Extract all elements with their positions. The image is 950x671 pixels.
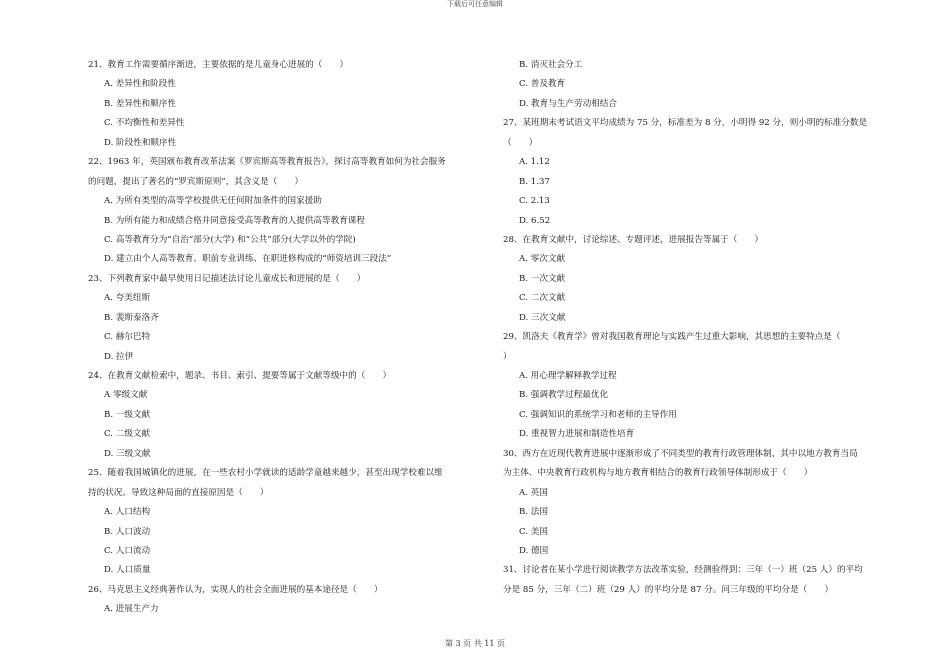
question-text: 26、马克思主义经典著作认为，实现人的社会全面进展的基本途径是（ ）: [88, 584, 383, 595]
left-column: [88, 56, 483, 620]
answer-option: C. 强调知识的系统学习和老师的主导作用: [519, 409, 677, 420]
answer-option: D. 德国: [519, 545, 549, 556]
answer-option: D. 三次文献: [519, 312, 566, 323]
answer-option: C. 二次文献: [519, 293, 566, 304]
answer-option: D. 教育与生产劳动相结合: [519, 98, 617, 109]
answer-option: A. 差异性和阶段性: [104, 79, 176, 90]
question-text: 30、西方在近现代教育进展中逐渐形成了不同类型的教育行政管理体制，其中以地方教育当局: [503, 448, 858, 459]
answer-option: D. 6.52: [519, 215, 551, 226]
answer-option: D. 重视智力进展和制造性培育: [519, 429, 635, 440]
answer-option: B. 1.37: [519, 176, 550, 187]
answer-option: A. 为所有类型的高等学校提供无任何附加条件的国家援助: [104, 196, 322, 207]
answer-option: C. 二级文献: [104, 429, 151, 440]
answer-option: B. 法国: [519, 507, 548, 518]
question-text: 31、讨论者在某小学进行阅读教学方法改革实验，经测验得到：三年（一）班（25 人）的平均: [503, 565, 863, 576]
answer-option: A 零级文献: [104, 390, 148, 401]
answer-option: B. 一次文献: [519, 273, 566, 284]
question-text: 分是 85 分，三年（二）班（29 人）的平均分是 87 分。问三年级的平均分是（ ）: [503, 584, 834, 595]
question-text: 24、在教育文献检索中，题录、书目、索引、提要等属于文献等级中的（ ）: [88, 371, 392, 381]
question-text: ）: [503, 351, 512, 362]
question-text: 持的状况。导致这种局面的直接原因是（ ）: [88, 487, 269, 498]
answer-option: C. 高等教育分为“自治”部分(大学) 和“公共”部分(大学以外的学院): [104, 234, 356, 245]
answer-option: B. 为所有能力和成绩合格并同意接受高等教育的人提供高等教育课程: [104, 215, 365, 226]
question-text: 29、凯洛夫《教育学》曾对我国教育理论与实践产生过重大影响，其思想的主要特点是（: [503, 332, 841, 343]
answer-option: D. 三级文献: [104, 448, 151, 459]
answer-option: D. 拉伊: [104, 351, 134, 362]
page-header: 下载后可任意编辑: [447, 0, 503, 8]
right-column: [503, 56, 903, 600]
question-text: 的问题，提出了著名的“罗宾斯原则”，其含义是（ ）: [88, 176, 304, 187]
answer-option: A. 进展生产力: [104, 604, 159, 615]
answer-option: C. 普及教育: [519, 79, 566, 90]
answer-option: A. 人口结构: [104, 507, 151, 518]
answer-option: A. 夸美纽斯: [104, 293, 151, 304]
answer-option: B. 人口波动: [104, 526, 151, 537]
question-text: 22、1963 年，英国颁布教育改革法案《罗宾斯高等教育报告》，探讨高等教育如何为社会服务: [88, 157, 446, 168]
answer-option: A. 英国: [519, 487, 548, 498]
answer-option: C. 赫尔巴特: [104, 332, 151, 343]
answer-option: B. 一级文献: [104, 409, 151, 420]
answer-option: D. 阶段性和顺序性: [104, 137, 177, 148]
answer-option: B. 消灭社会分工: [519, 60, 583, 70]
question-text: 27、某班期末考试语文平均成绩为 75 分，标准差为 8 分，小明得 92 分，则小明的标准分数是: [503, 118, 868, 129]
answer-option: A. 零次文献: [519, 254, 566, 265]
answer-option: C. 不均衡性和差异性: [104, 118, 185, 129]
page-footer: 第 3 页 共 11 页: [445, 639, 505, 648]
question-text: 21、教育工作需要循序渐进，主要依据的是儿童身心进展的（ ）: [88, 60, 349, 70]
answer-option: B. 强调教学过程最优化: [519, 390, 609, 401]
question-text: 25、随着我国城镇化的进展，在一些农村小学就读的适龄学童越来越少，甚至出现学校难以维: [88, 468, 443, 479]
question-text: 28、在教育文献中，讨论综述、专题评述，进展报告等属于（ ）: [503, 234, 764, 245]
question-text: 为主体、中央教育行政机构与地方教育相结合的教育行政领导体制形成于（ ）: [503, 468, 813, 479]
answer-option: C. 美国: [519, 526, 548, 537]
answer-option: B. 差异性和顺序性: [104, 98, 176, 109]
answer-option: B. 裴斯泰洛齐: [104, 312, 159, 323]
answer-option: D. 建立由个人高等教育、职前专业训练、在职进修构成的“师资培训三段法”: [104, 254, 392, 265]
answer-option: A. 1.12: [519, 157, 550, 168]
answer-option: D. 人口质量: [104, 565, 151, 576]
question-text: 23、下列教育家中最早使用日记描述法讨论儿童成长和进展的是（ ）: [88, 273, 366, 284]
answer-option: C. 2.13: [519, 196, 550, 207]
answer-option: A. 用心理学解释教学过程: [519, 371, 617, 381]
answer-option: C. 人口流动: [104, 545, 151, 556]
question-text: （ ）: [503, 137, 538, 148]
